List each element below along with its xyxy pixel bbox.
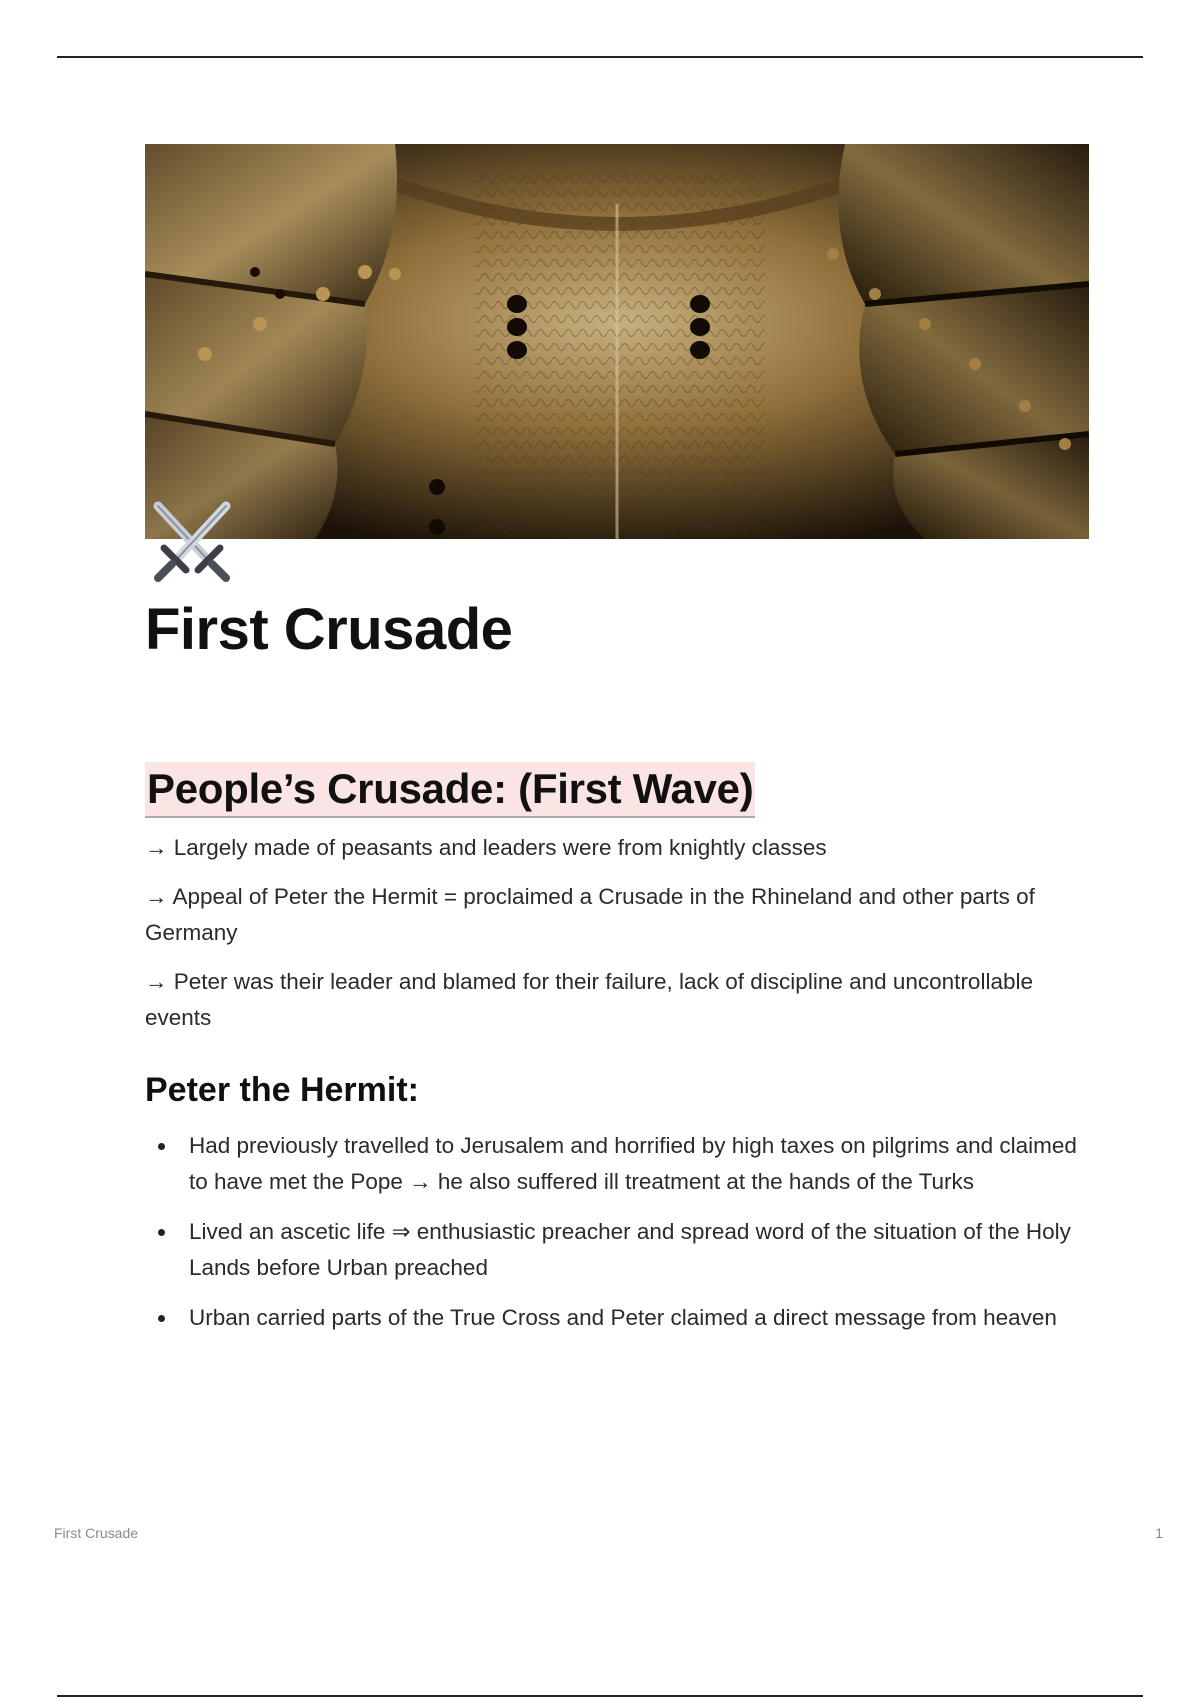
list-item-text: Had previously travelled to Jerusalem and horrified by high taxes on pilgrims and claimed to have met the Pope → he also suffered ill treatment at the hands of the Turks bbox=[189, 1133, 1077, 1194]
bullet-icon bbox=[158, 1229, 165, 1236]
list-item-text: Urban carried parts of the True Cross and Peter claimed a direct message from heaven bbox=[189, 1305, 1057, 1330]
footer-title: First Crusade bbox=[54, 1525, 139, 1541]
bullet-icon bbox=[158, 1143, 165, 1150]
paragraph-appeal: → Appeal of Peter the Hermit = proclaimed a Crusade in the Rhineland and other parts of Germany bbox=[145, 884, 1035, 945]
list-item bbox=[145, 1128, 1089, 1200]
crossed-swords-icon bbox=[150, 498, 234, 586]
section-heading-peoples-crusade: People’s Crusade: (First Wave) bbox=[145, 762, 755, 818]
list-item-text: Lived an ascetic life ⇒ enthusiastic preacher and spread word of the situation of the Holy Lands before Urban preached bbox=[189, 1219, 1071, 1280]
list-item bbox=[145, 1214, 1089, 1286]
list-item bbox=[145, 1300, 1089, 1336]
paragraph-leader: → Peter was their leader and blamed for their failure, lack of discipline and uncontrollable events bbox=[145, 969, 1033, 1030]
paragraph-peasants: → Largely made of peasants and leaders were from knightly classes bbox=[145, 835, 827, 860]
page-title: First Crusade bbox=[145, 597, 513, 662]
armor-cover-image bbox=[145, 144, 1089, 539]
page-number: 1 bbox=[1155, 1525, 1163, 1541]
bullet-icon bbox=[158, 1315, 165, 1322]
bottom-rule bbox=[57, 1695, 1143, 1697]
top-rule bbox=[57, 56, 1143, 58]
section-heading-peter-the-hermit: Peter the Hermit: bbox=[145, 1071, 419, 1109]
cover-image bbox=[145, 144, 1089, 539]
bullet-list bbox=[145, 1128, 1089, 1350]
